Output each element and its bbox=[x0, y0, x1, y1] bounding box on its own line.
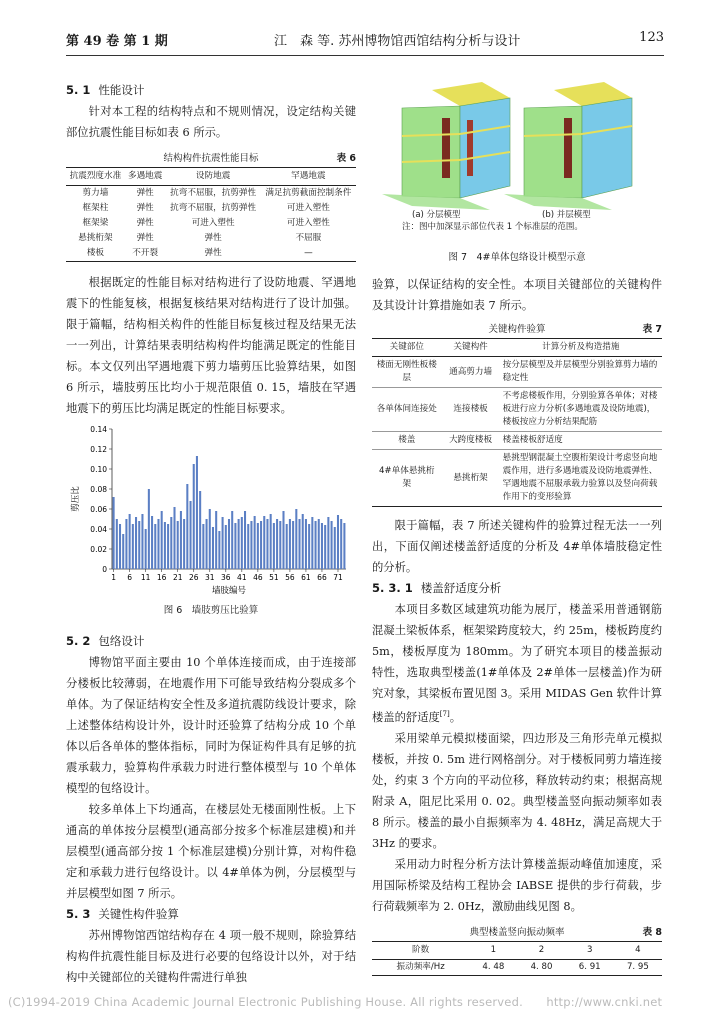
table-row bbox=[66, 186, 356, 202]
table-6-cell: 满足抗剪截面控制条件 bbox=[265, 188, 352, 198]
bar bbox=[241, 517, 243, 569]
bar bbox=[202, 524, 204, 569]
table-6-cell: 可进入塑性 bbox=[286, 218, 330, 228]
y-tick-label: 0.14 bbox=[90, 425, 107, 434]
table-6-cell: 不开裂 bbox=[132, 248, 159, 258]
bar bbox=[263, 516, 265, 569]
table-row bbox=[372, 432, 662, 450]
section-5-2-paragraph-1: 博物馆平面主要由 10 个单体连接而成，由于连接部分楼板比较薄弱，在地震作用下可能导致结构分裂成多个单体。为了保证结构安全性及多道抗震防线设计要求，除上述整体结构设计外，设计时还验算了结构分成 10 个单体以后各单体的整体指标，同时为保证构件具有足够的抗震承载力，验算构件承载力时进行整体模型与 10 个单体模型的包络设计。 bbox=[66, 656, 356, 795]
table-8-cell: 4. 48 bbox=[482, 961, 505, 972]
bar bbox=[286, 524, 288, 569]
x-tick-label: 71 bbox=[333, 573, 343, 582]
bar bbox=[315, 521, 317, 569]
x-tick-label: 41 bbox=[237, 573, 247, 582]
table-6-cell: 剪力墙 bbox=[82, 188, 109, 198]
table-7-cell: 不考虑楼板作用，分别验算各单体；对楼板进行应力分析(多遇地震及设防地震)，楼板按应力分析结果配筋 bbox=[500, 388, 662, 432]
bar bbox=[308, 524, 310, 569]
table-7-caption: 关键构件验算 表 7 bbox=[488, 324, 662, 335]
bar bbox=[170, 517, 172, 569]
x-tick-label: 16 bbox=[156, 573, 167, 582]
table-6-cell: 弹性 bbox=[136, 218, 154, 228]
section-5-3-1-paragraph-1: 本项目多数区域建筑功能为展厅，楼盖采用普通钢筋混凝土梁板体系，框架梁跨度较大，约 25m，楼板跨度约 5m，楼板厚度为 180mm。为了研究本项目的楼盖振动特性，选取典型楼盖(1#单体及 2#单体一层楼盖)作为研究对象，其梁板布置见图 3。采用 MIDAS Gen 软件计算楼盖的舒适度[7]。 bbox=[372, 603, 662, 724]
section-5-2-paragraph-2: 较多单体上下均通高，在楼层处无楼面刚性板。上下通高的单体按分层模型(通高部分按多个标准层建模)和并层模型(通高部分按 1 个标准层建模)分别计算，对构件稳定和承载力进行包络设计。以 4#单体为例，分层模型与并层模型如图 7 所示。 bbox=[66, 803, 356, 900]
table-7-cell: 连接楼板 bbox=[442, 388, 500, 432]
reference-7: [7] bbox=[439, 710, 450, 718]
bar bbox=[324, 525, 326, 569]
table-7-cell: 楼面无刚性板楼层 bbox=[372, 357, 442, 388]
table-8 bbox=[372, 941, 662, 976]
bar bbox=[270, 514, 272, 569]
x-tick-label: 1 bbox=[111, 573, 116, 582]
table-8-header-4: 4 bbox=[614, 941, 662, 959]
table-row bbox=[372, 450, 662, 507]
bar bbox=[282, 511, 284, 569]
right-paragraph-2: 限于篇幅，表 7 所述关键构件的验算过程无法一一列出，下面仅阐述楼盖舒适度的分析及 4#单体墙肢稳定性的分析。 bbox=[372, 519, 662, 574]
table-6-cell: 弹性 bbox=[136, 233, 154, 243]
table-8-header-0: 阶数 bbox=[372, 941, 469, 959]
bar bbox=[116, 519, 118, 569]
section-5-3-1-paragraph-3: 采用动力时程分析方法计算楼盖振动峰值加速度，采用国际桥梁及结构工程协会 IABSE 提供的步行荷载，步行荷载频率为 2. 0Hz，激励曲线见图 8。 bbox=[372, 857, 662, 913]
table-6-cell: 框架柱 bbox=[82, 203, 109, 213]
x-tick-label: 36 bbox=[221, 573, 231, 582]
table-6-cell: — bbox=[304, 248, 313, 258]
table-7-header-2: 计算分析及构造措施 bbox=[500, 339, 662, 357]
table-8-cell: 4. 80 bbox=[530, 961, 553, 972]
bar bbox=[257, 523, 259, 569]
table-6-cell: 弹性 bbox=[136, 203, 154, 213]
bar bbox=[209, 509, 211, 569]
x-tick-label: 11 bbox=[140, 573, 151, 582]
bar bbox=[196, 456, 198, 569]
table-6-caption: 结构构件抗震性能目标 表 6 bbox=[163, 153, 356, 164]
bar bbox=[132, 524, 134, 569]
figure-6-caption: 图 6 墙肢剪压比验算 bbox=[163, 605, 259, 616]
bar bbox=[141, 514, 143, 569]
bar bbox=[302, 514, 304, 569]
building-model-drawing bbox=[372, 78, 662, 218]
table-8-cell: 7. 95 bbox=[626, 961, 649, 972]
bar bbox=[138, 521, 140, 569]
bar bbox=[311, 517, 313, 569]
table-6-header-0: 抗震烈度水准 bbox=[66, 168, 125, 186]
layered-model-a bbox=[382, 82, 510, 210]
bar bbox=[183, 519, 185, 569]
figure-7-caption: 图 7 4#单体包络设计模型示意 bbox=[448, 252, 586, 263]
bar bbox=[177, 521, 179, 569]
table-7-cell: 楼盖楼板舒适度 bbox=[500, 432, 662, 450]
bar bbox=[244, 511, 246, 569]
x-axis-label: 墙肢编号 bbox=[211, 586, 247, 596]
bar bbox=[129, 514, 131, 569]
table-7-cell: 4#单体悬挑桁架 bbox=[378, 466, 435, 489]
y-tick-label: 0.04 bbox=[90, 525, 107, 534]
section-5-3-heading: 5. 3 关键性构件验算 bbox=[66, 907, 179, 921]
y-tick-label: 0.02 bbox=[90, 545, 107, 554]
bar bbox=[173, 507, 175, 569]
bar bbox=[327, 517, 329, 569]
bar bbox=[193, 464, 195, 569]
table-7-cell: 各单体间连接处 bbox=[372, 388, 442, 432]
bar bbox=[206, 519, 208, 569]
y-tick-label: 0.10 bbox=[90, 465, 107, 474]
table-8-cell: 6. 91 bbox=[578, 961, 601, 972]
right-paragraph-1: 验算，以保证结构的安全性。本项目关键部位的关键构件及其设计计算措施如表 7 所示。 bbox=[372, 278, 662, 312]
table-7-cell: 悬挑型钢混凝土空腹桁架设计考虑竖向地震作用，进行多遇地震及设防地震弹性、罕遇地震不屈服承载力验算以及竖向荷载作用下的变形验算 bbox=[502, 453, 658, 502]
figure-7-note: 注：图中加深显示部位代表 1 个标准层的范围。 bbox=[402, 222, 583, 232]
table-8-row-label: 振动频率/Hz bbox=[396, 961, 445, 972]
bar bbox=[151, 516, 153, 569]
bar bbox=[154, 524, 156, 569]
table-7-cell: 通高剪力墙 bbox=[442, 357, 500, 388]
bar bbox=[218, 531, 220, 569]
x-tick-label: 66 bbox=[317, 573, 327, 582]
table-6-cell: 抗弯不屈服，抗剪弹性 bbox=[170, 203, 257, 213]
merged-model-b bbox=[504, 82, 632, 210]
bar bbox=[225, 525, 227, 569]
table-7-cell: 楼盖 bbox=[372, 432, 442, 450]
running-header bbox=[66, 30, 664, 52]
table-7-header-1: 关键构件 bbox=[442, 339, 500, 357]
right-column bbox=[372, 78, 662, 976]
table-7-header-0: 关键部位 bbox=[372, 339, 442, 357]
bar bbox=[305, 519, 307, 569]
bar bbox=[260, 521, 262, 569]
bar bbox=[292, 521, 294, 569]
bar bbox=[167, 524, 169, 569]
section-5-1-paragraph: 针对本工程的结构特点和不规则情况，设定结构关键部位抗震性能目标如表 6 所示。 bbox=[66, 105, 356, 139]
table-7-cell: 悬挑桁架 bbox=[453, 472, 488, 483]
bar bbox=[161, 511, 163, 569]
bar bbox=[234, 523, 236, 569]
bar bbox=[180, 511, 182, 569]
bar bbox=[145, 529, 147, 569]
x-tick-label: 6 bbox=[127, 573, 133, 582]
section-5-3-1-heading: 5. 3. 1 楼盖舒适度分析 bbox=[372, 581, 502, 595]
table-6-cell: 可进入塑性 bbox=[286, 203, 330, 213]
table-6-cell: 弹性 bbox=[136, 188, 154, 198]
shear-ratio-bar-chart bbox=[66, 421, 356, 599]
bar bbox=[164, 522, 166, 569]
y-tick-label: 0.06 bbox=[90, 505, 107, 514]
y-tick-label: 0.08 bbox=[90, 485, 107, 494]
table-row bbox=[66, 201, 356, 216]
bar bbox=[266, 519, 268, 569]
bar bbox=[321, 523, 323, 569]
y-axis-label: 剪压比 bbox=[71, 486, 81, 512]
table-8-header-3: 3 bbox=[566, 941, 614, 959]
x-tick-label: 31 bbox=[204, 573, 215, 582]
x-tick-label: 61 bbox=[301, 573, 311, 582]
bar bbox=[273, 523, 275, 569]
figure-7 bbox=[372, 78, 662, 246]
bar bbox=[298, 519, 300, 569]
bar bbox=[279, 521, 281, 569]
bar bbox=[340, 519, 342, 569]
table-8-header-1: 1 bbox=[469, 941, 517, 959]
figure-7-label-a: (a) 分层模型 bbox=[412, 210, 461, 220]
bar bbox=[238, 519, 240, 569]
bar bbox=[337, 515, 339, 569]
table-7-cell: 大跨度楼板 bbox=[442, 432, 500, 450]
bar bbox=[125, 519, 127, 569]
bar bbox=[228, 519, 230, 569]
x-tick-label: 46 bbox=[253, 573, 263, 582]
bar bbox=[113, 497, 115, 569]
table-row bbox=[66, 231, 356, 246]
section-5-3-1-paragraph-2: 采用梁单元模拟楼面梁，四边形及三角形壳单元模拟楼板，并按 0. 5m 进行网格剖分。对于楼板同剪力墙连接处，约束 3 个方向的平动位移，释放转动约束；根据高规附录 A，阻尼比采用 0. 02。典型楼盖竖向振动频率如表 8 所示。楼盖的最小自振频率为 4. 48Hz，满足高规大于 3Hz 的要求。 bbox=[372, 731, 662, 850]
bar bbox=[157, 519, 159, 569]
bar bbox=[334, 527, 336, 569]
bar bbox=[222, 517, 224, 569]
x-tick-label: 51 bbox=[269, 573, 279, 582]
performance-check-paragraph: 根据既定的性能目标对结构进行了设防地震、罕遇地震下的性能复核，根据复核结果对结构进行了设计加强。限于篇幅，结构相关构件的性能目标复核过程及结果无法一一列出，计算结果表明结构构件均能满足既定的性能目标。本文仅列出罕遇地震下剪力墙剪压比验算结果，如图 6 所示，墙肢剪压比均小于规范限值 0. 15，墙肢在罕遇地震下的剪压比均满足既定的性能目标要求。 bbox=[66, 276, 356, 415]
figure-6-chart bbox=[66, 421, 356, 599]
header-rule bbox=[66, 55, 664, 56]
table-7-cell: 按分层模型及并层模型分别验算剪力墙的稳定性 bbox=[500, 357, 662, 388]
page-number: 123 bbox=[639, 30, 664, 45]
bar bbox=[331, 521, 333, 569]
bar bbox=[212, 527, 214, 569]
y-tick-label: 0 bbox=[102, 565, 107, 574]
table-row bbox=[372, 388, 662, 432]
bar bbox=[148, 489, 150, 569]
bar bbox=[215, 511, 217, 569]
bar bbox=[231, 511, 233, 569]
table-6 bbox=[66, 167, 356, 262]
bar bbox=[247, 524, 249, 569]
table-row bbox=[372, 357, 662, 388]
table-6-header-1: 多遇地震 bbox=[125, 168, 166, 186]
x-tick-label: 21 bbox=[172, 573, 183, 582]
x-tick-label: 26 bbox=[188, 573, 199, 582]
table-row bbox=[66, 246, 356, 262]
table-6-header-3: 罕遇地震 bbox=[261, 168, 356, 186]
journal-volume: 第 49 卷 第 1 期 bbox=[66, 34, 168, 49]
table-6-cell: 楼板 bbox=[86, 248, 105, 258]
y-tick-label: 0.12 bbox=[90, 445, 107, 454]
table-6-cell: 弹性 bbox=[204, 233, 222, 243]
section-5-3-paragraph: 苏州博物馆西馆结构存在 4 项一般不规则，除验算结构构件抗震性能目标及进行必要的包络设计以外，对于结构中关键部位的关键构件需进行单独 bbox=[66, 929, 356, 984]
bar bbox=[289, 519, 291, 569]
bar bbox=[122, 534, 124, 569]
table-6-header-2: 设防地震 bbox=[165, 168, 260, 186]
x-tick-label: 56 bbox=[285, 573, 295, 582]
copyright-footer: (C)1994-2019 China Academic Journal Electronic Publishing House. All rights reserved. http://www.cnki.net bbox=[8, 995, 663, 1009]
table-6-cell: 可进入塑性 bbox=[191, 218, 235, 228]
table-8-caption: 典型楼盖竖向振动频率 表 8 bbox=[469, 926, 662, 938]
section-5-1-heading: 5. 1 性能设计 bbox=[66, 83, 145, 97]
table-6-cell: 不屈服 bbox=[295, 233, 322, 243]
bar bbox=[276, 519, 278, 569]
bar bbox=[318, 519, 320, 569]
table-6-cell: 抗弯不屈服，抗剪弹性 bbox=[170, 188, 257, 198]
bar bbox=[186, 484, 188, 569]
bar bbox=[135, 517, 137, 569]
article-title: 江 森 等. 苏州博物馆西馆结构分析与设计 bbox=[274, 34, 521, 49]
bar bbox=[343, 523, 345, 569]
bar bbox=[190, 501, 192, 569]
bar bbox=[254, 516, 256, 569]
table-7 bbox=[372, 338, 662, 507]
section-5-2-heading: 5. 2 包络设计 bbox=[66, 634, 145, 648]
bar bbox=[250, 521, 252, 569]
table-row bbox=[66, 216, 356, 231]
table-6-cell: 悬挑桁架 bbox=[78, 233, 113, 243]
bar bbox=[199, 491, 201, 569]
table-8-header-2: 2 bbox=[517, 941, 565, 959]
left-column bbox=[66, 80, 356, 988]
bar bbox=[295, 509, 297, 569]
table-6-cell: 框架梁 bbox=[82, 218, 109, 228]
figure-7-label-b: (b) 并层模型 bbox=[542, 210, 591, 220]
bar bbox=[119, 524, 121, 569]
table-6-cell: 弹性 bbox=[204, 248, 222, 258]
